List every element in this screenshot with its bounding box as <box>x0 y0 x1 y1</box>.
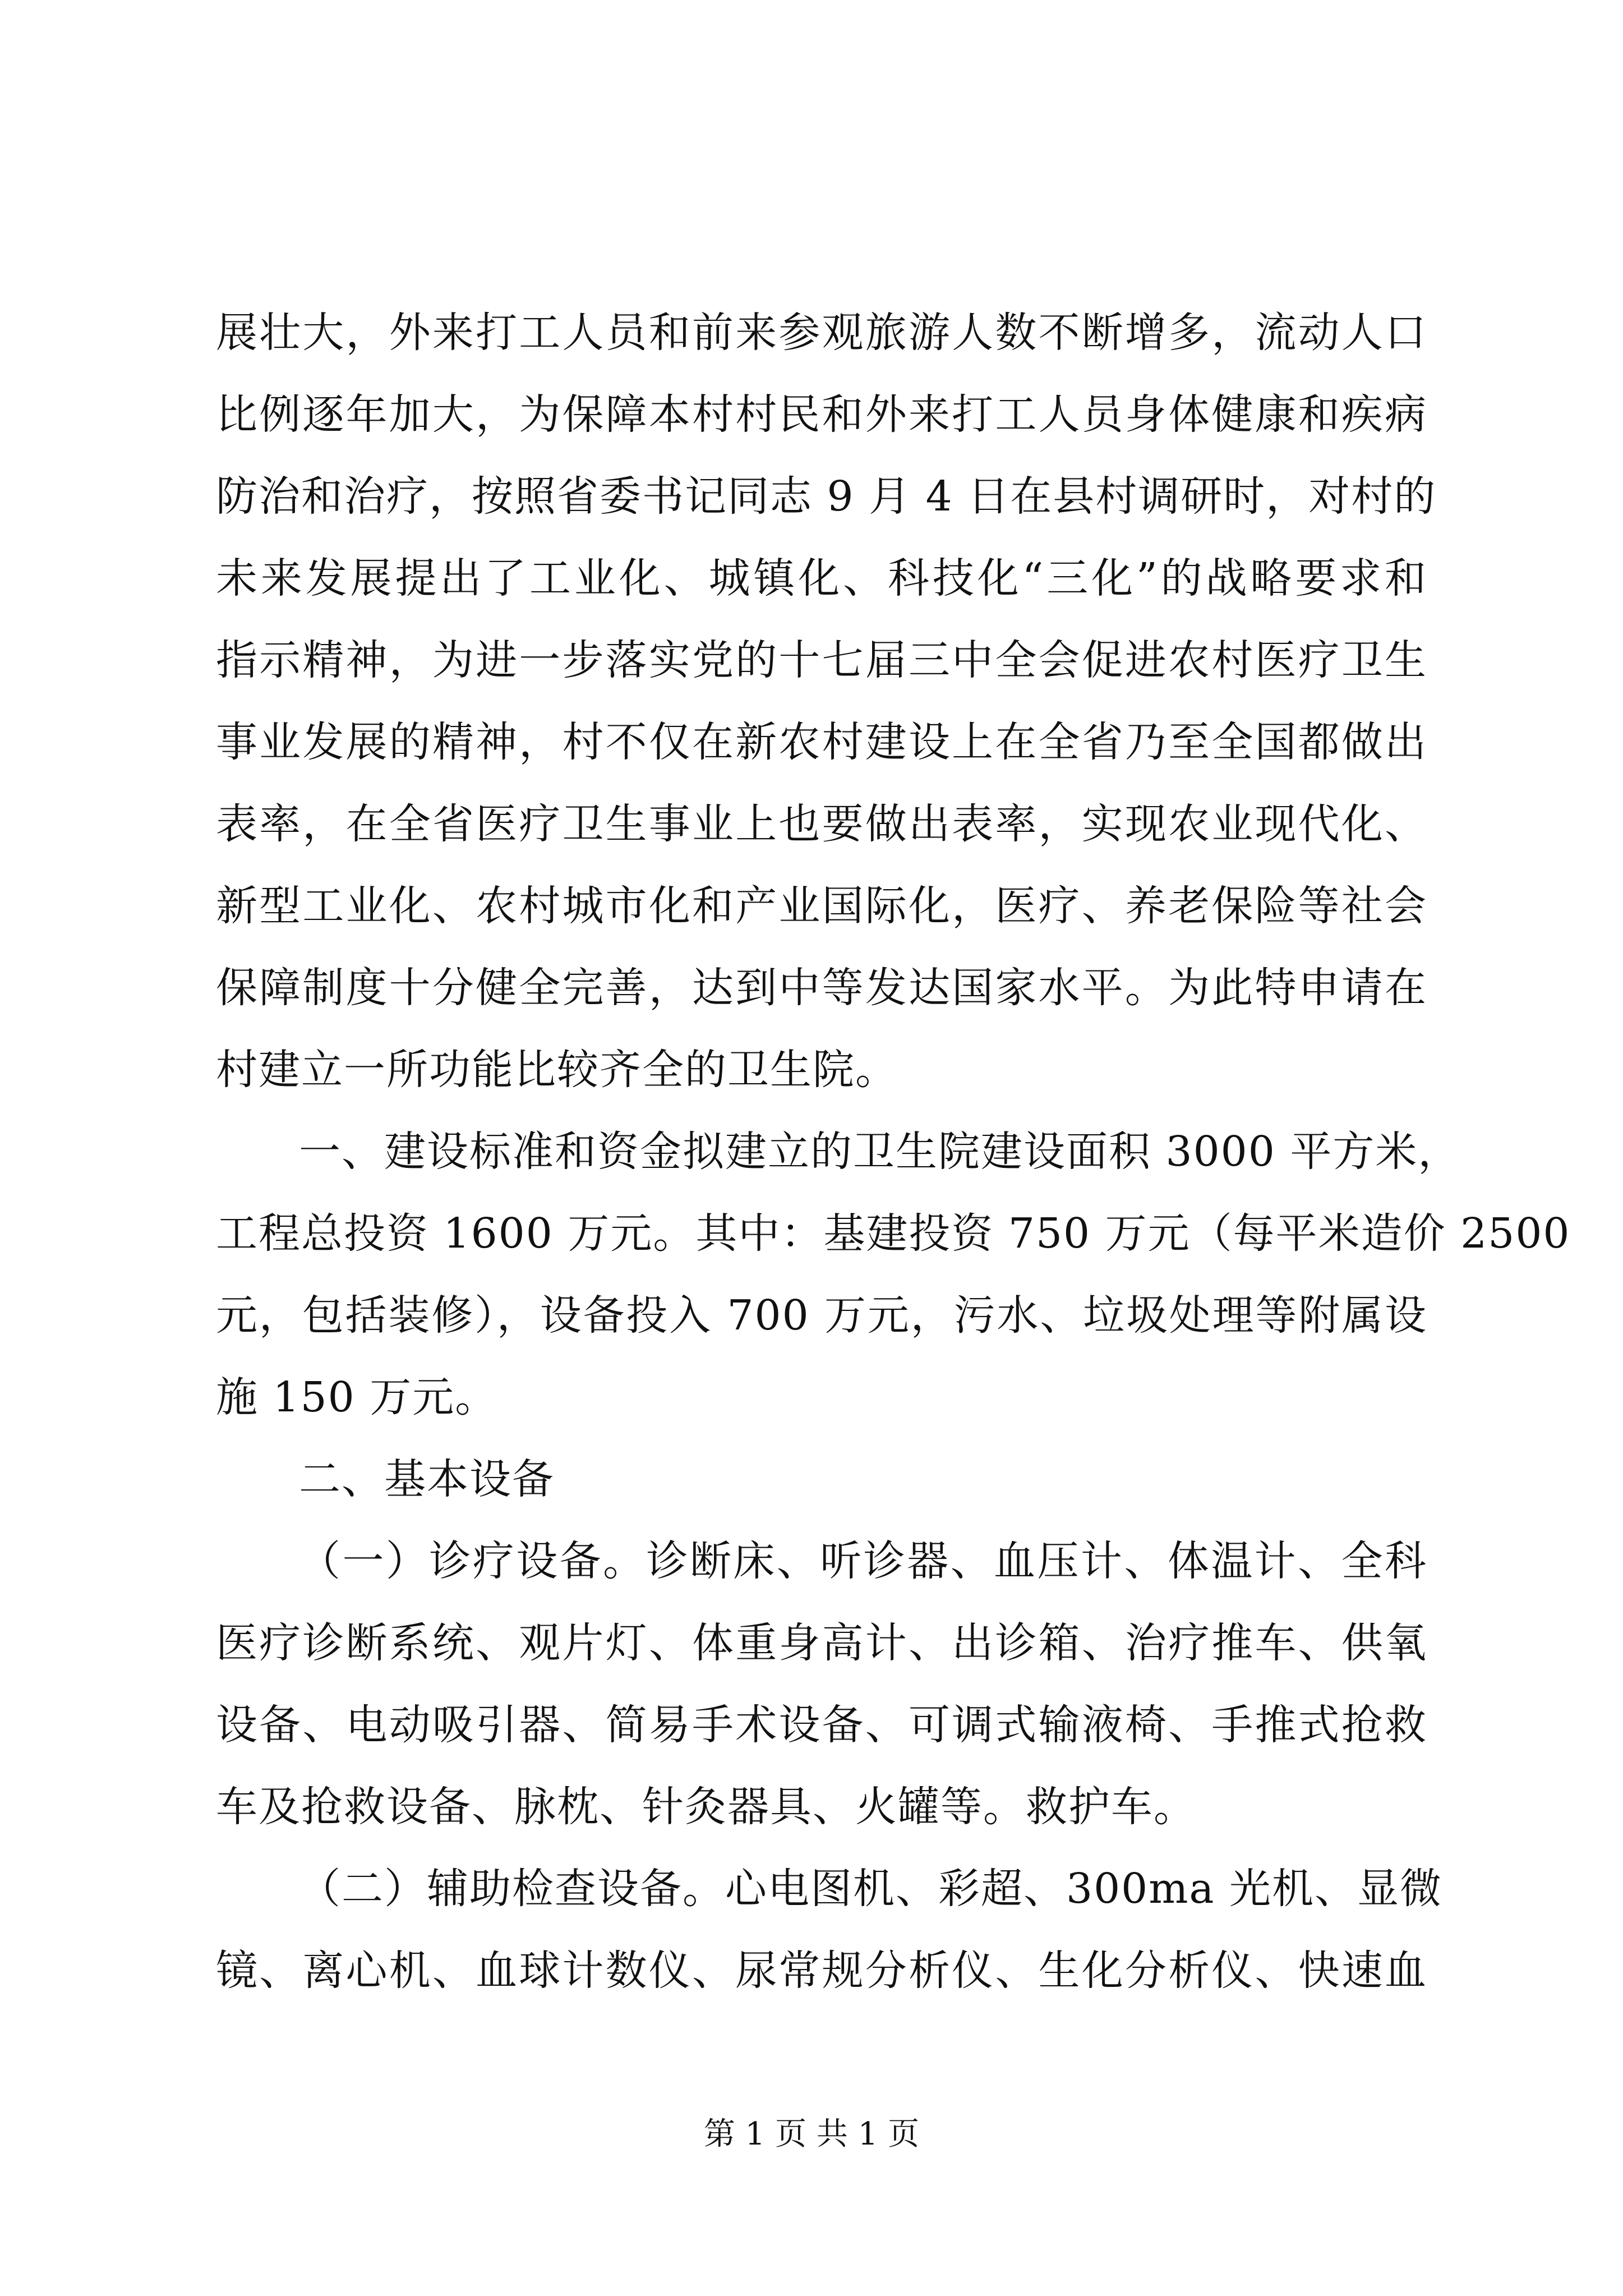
section-heading: 二、基本设备 <box>299 1455 555 1503</box>
page-number-label: 第 1 页 共 1 页 <box>703 2116 920 2152</box>
text-line: 防治和治疗，按照省委书记同志 9 月 4 日在县村调研时，对村的 <box>216 472 1437 521</box>
text-line: 新型工业化、农村城市化和产业国际化，医疗、养老保险等社会 <box>216 882 1427 930</box>
text-line: 村建立一所功能比较齐全的卫生院。 <box>216 1046 898 1094</box>
paragraph <box>216 292 1437 1111</box>
text-line: （一）诊疗设备。诊断床、听诊器、血压计、体温计、全科 <box>299 1537 1427 1585</box>
text-line: （二）辅助检查设备。心电图机、彩超、300ma 光机、显微 <box>299 1865 1443 1913</box>
document-body <box>216 292 1571 2012</box>
paragraph <box>216 1111 1571 1438</box>
text-line: 未来发展提出了工业化、城镇化、科技化“三化”的战略要求和 <box>216 554 1427 602</box>
text-line: 医疗诊断系统、观片灯、体重身高计、出诊箱、治疗推车、供氧 <box>216 1619 1427 1667</box>
text-line: 一、建设标准和资金拟建立的卫生院建设面积 3000 平方米， <box>299 1128 1461 1176</box>
text-line: 工程总投资 1600 万元。其中：基建投资 750 万元（每平米造价 2500 <box>216 1209 1571 1258</box>
page-footer <box>0 2115 1623 2154</box>
text-line: 车及抢救设备、脉枕、针灸器具、火罐等。救护车。 <box>216 1783 1196 1831</box>
text-line: 表率，在全省医疗卫生事业上也要做出表率，实现农业现代化、 <box>216 800 1427 848</box>
text-line: 展壮大，外来打工人员和前来参观旅游人数不断增多，流动人口 <box>216 309 1427 357</box>
paragraph <box>216 1520 1427 1848</box>
text-line: 设备、电动吸引器、简易手术设备、可调式输液椅、手推式抢救 <box>216 1701 1427 1749</box>
text-line: 事业发展的精神，村不仅在新农村建设上在全省乃至全国都做出 <box>216 718 1427 766</box>
text-line: 保障制度十分健全完善，达到中等发达国家水平。为此特申请在 <box>216 964 1427 1012</box>
paragraph <box>216 1848 1443 2012</box>
paragraph <box>216 1438 1427 1520</box>
text-line: 施 150 万元。 <box>216 1373 498 1421</box>
text-line: 比例逐年加大，为保障本村村民和外来打工人员身体健康和疾病 <box>216 390 1427 439</box>
text-line: 镜、离心机、血球计数仪、尿常规分析仪、生化分析仪、快速血 <box>216 1947 1427 1995</box>
text-line: 元，包括装修），设备投入 700 万元，污水、垃圾处理等附属设 <box>216 1291 1427 1340</box>
text-line: 指示精神，为进一步落实党的十七届三中全会促进农村医疗卫生 <box>216 636 1427 684</box>
